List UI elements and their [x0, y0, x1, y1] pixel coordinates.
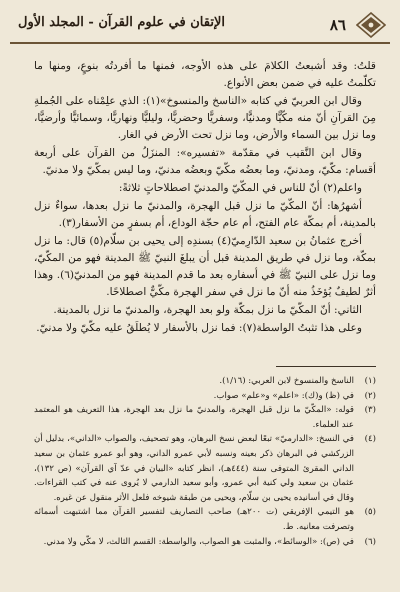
- diamond-ornament-icon: [356, 12, 386, 38]
- page-header: [10, 12, 390, 44]
- footnote: [34, 535, 376, 550]
- paragraph: أشهرُها: أنّ المكّيّ ما نزل قبل الهجرة، والمدنيّ ما نزل بعدها، سواءٌ نزل بالمدينة، أم بمكّة عام الفتح، أم عام حجّة الوداع، أم بسفرٍ من الأسفار(٣).: [34, 200, 376, 229]
- paragraph: قلتُ: وقد أشبعتُ الكلامَ على هذه الأوجه، فمنها ما أفردتُه بنوعٍ، ومنها ما تكلّمتُ عليه في ضمن بعض الأنواع.: [34, 60, 376, 89]
- paragraph: الثاني: أنّ المكّيّ ما نزل بمكّة ولو بعد الهجرة، والمدنيّ ما نزل بالمدينة.: [53, 304, 362, 316]
- footnote-text: الناسخ والمنسوخ لابن العربي: (١/١٦).: [219, 376, 354, 386]
- book-title: الإتقان في علوم القرآن - المجلد الأول: [18, 15, 225, 30]
- footnote: [34, 389, 376, 404]
- page-number: ٨٦: [329, 16, 346, 34]
- footnotes: [34, 374, 376, 549]
- footnote-text: في (ص): «الوسائط»، والمثبت هو الصواب، والواسطة: القسم الثالث، لا مكّي ولا مدني.: [43, 536, 354, 547]
- paragraph: أخرج عثمانُ بن سعيد الدّارِميّ(٤) بسندِه إلى يحيى بن سلّام(٥) قال: ما نزل بمكّة، وما نزل في طريق المدينة قبل أن يبلغَ النبيّ ﷺ المدينة فهو من المكّيّ، وما نزل على النبيّ ﷺ في أسفاره بعد ما قدم المدينة فهو من المدنيّ(٦). وهذا أثرٌ لطيفٌ يُؤخَذُ منه أنّ ما نزل في سفر الهجرة مكّيٌّ اصطلاحًا.: [34, 235, 376, 298]
- footnote-text: في (ظ) و(ك): «اعلم» و«علم» صواب.: [213, 390, 354, 401]
- footnote-number: (٦): [364, 536, 376, 547]
- footnote-number: (٣): [364, 405, 376, 416]
- footnote-text: في النسخ: «الدارميّ» تبعًا لبعض نسخ البرهان، وهو تصحيف، والصواب «الداني»، بدليل أن الزركشي في البرهان ذكر بعينه ونسبه لأبي عمرو الداني، وهو أبو عمرو عثمان بن سعيد الداني المقرئ المتوفى سنة (٤٤٤هـ)، انظر كتابه «البيان في عدّ آي القرآن» (ص ١٣٢)، عثمان بن سعيد ولي كنية أبي عمرو، وأبو سعيد الدارمي لا يُروى عنه في كتب القراءات. وقال في أسانيده يحيى بن سلّام، ويحيى من طبقة شيوخه فلعل الأثر منقول عن غيره.: [34, 434, 354, 503]
- paragraph: وقال ابن النَّقيب في مقدّمة «تفسيره»: المنزَلُ من القرآن على أربعة أقسام: مكّيّ، ومدنيّ، وما بعضُه مكّيّ وبعضُه مدنيّ، وما ليس بمكّيّ ولا مدنيّ.: [34, 147, 376, 176]
- footnote-number: (١): [364, 376, 376, 386]
- footnote: [34, 432, 376, 505]
- footnote: [34, 403, 376, 432]
- footnote: [34, 374, 376, 389]
- footnote-text: هو التيمي الإفريقي (ت ٢٠٠هـ) صاحب التصاريف لتفسير القرآن مما اشتبهت أسمائه وتصرفت معانيه. ط.: [34, 507, 354, 532]
- paragraph: وعلى هذا تثبتُ الواسطة(٧): فما نزل بالأسفار لا يُطلَقُ عليه مكّيّ ولا مدنيّ.: [36, 322, 362, 334]
- main-text: [34, 58, 376, 338]
- footnote: [34, 505, 376, 534]
- footnote-text: قوله: «المكّيّ ما نزل قبل الهجرة، والمدنيّ ما نزل بعد الهجرة، هذا التعريف هو المعتمد عند العلماء.: [34, 405, 354, 430]
- paragraph: وقال ابن العربيّ في كتابه «الناسخ والمنسوخ»(١): الذي علِمْناه على الجُملةِ مِنَ القرآنِ أنّ منه مكّيًّا ومدنيًّا، وسفريًّا وحضريًّا، وليليًّا ونهاريًّا، وسمائيًّا وأرضيًّا، وما نزل بين السماء والأرض، وما نزل تحت الأرض في الغار.: [34, 95, 376, 141]
- paragraph: واعلم(٢) أنّ للناس في المكّيّ والمدنيّ اصطلاحاتٍ ثلاثةً:: [118, 182, 362, 194]
- footnote-number: (٥): [364, 507, 376, 518]
- footnote-number: (٢): [364, 390, 376, 401]
- footnote-number: (٤): [364, 434, 376, 445]
- footnote-separator: [276, 366, 376, 367]
